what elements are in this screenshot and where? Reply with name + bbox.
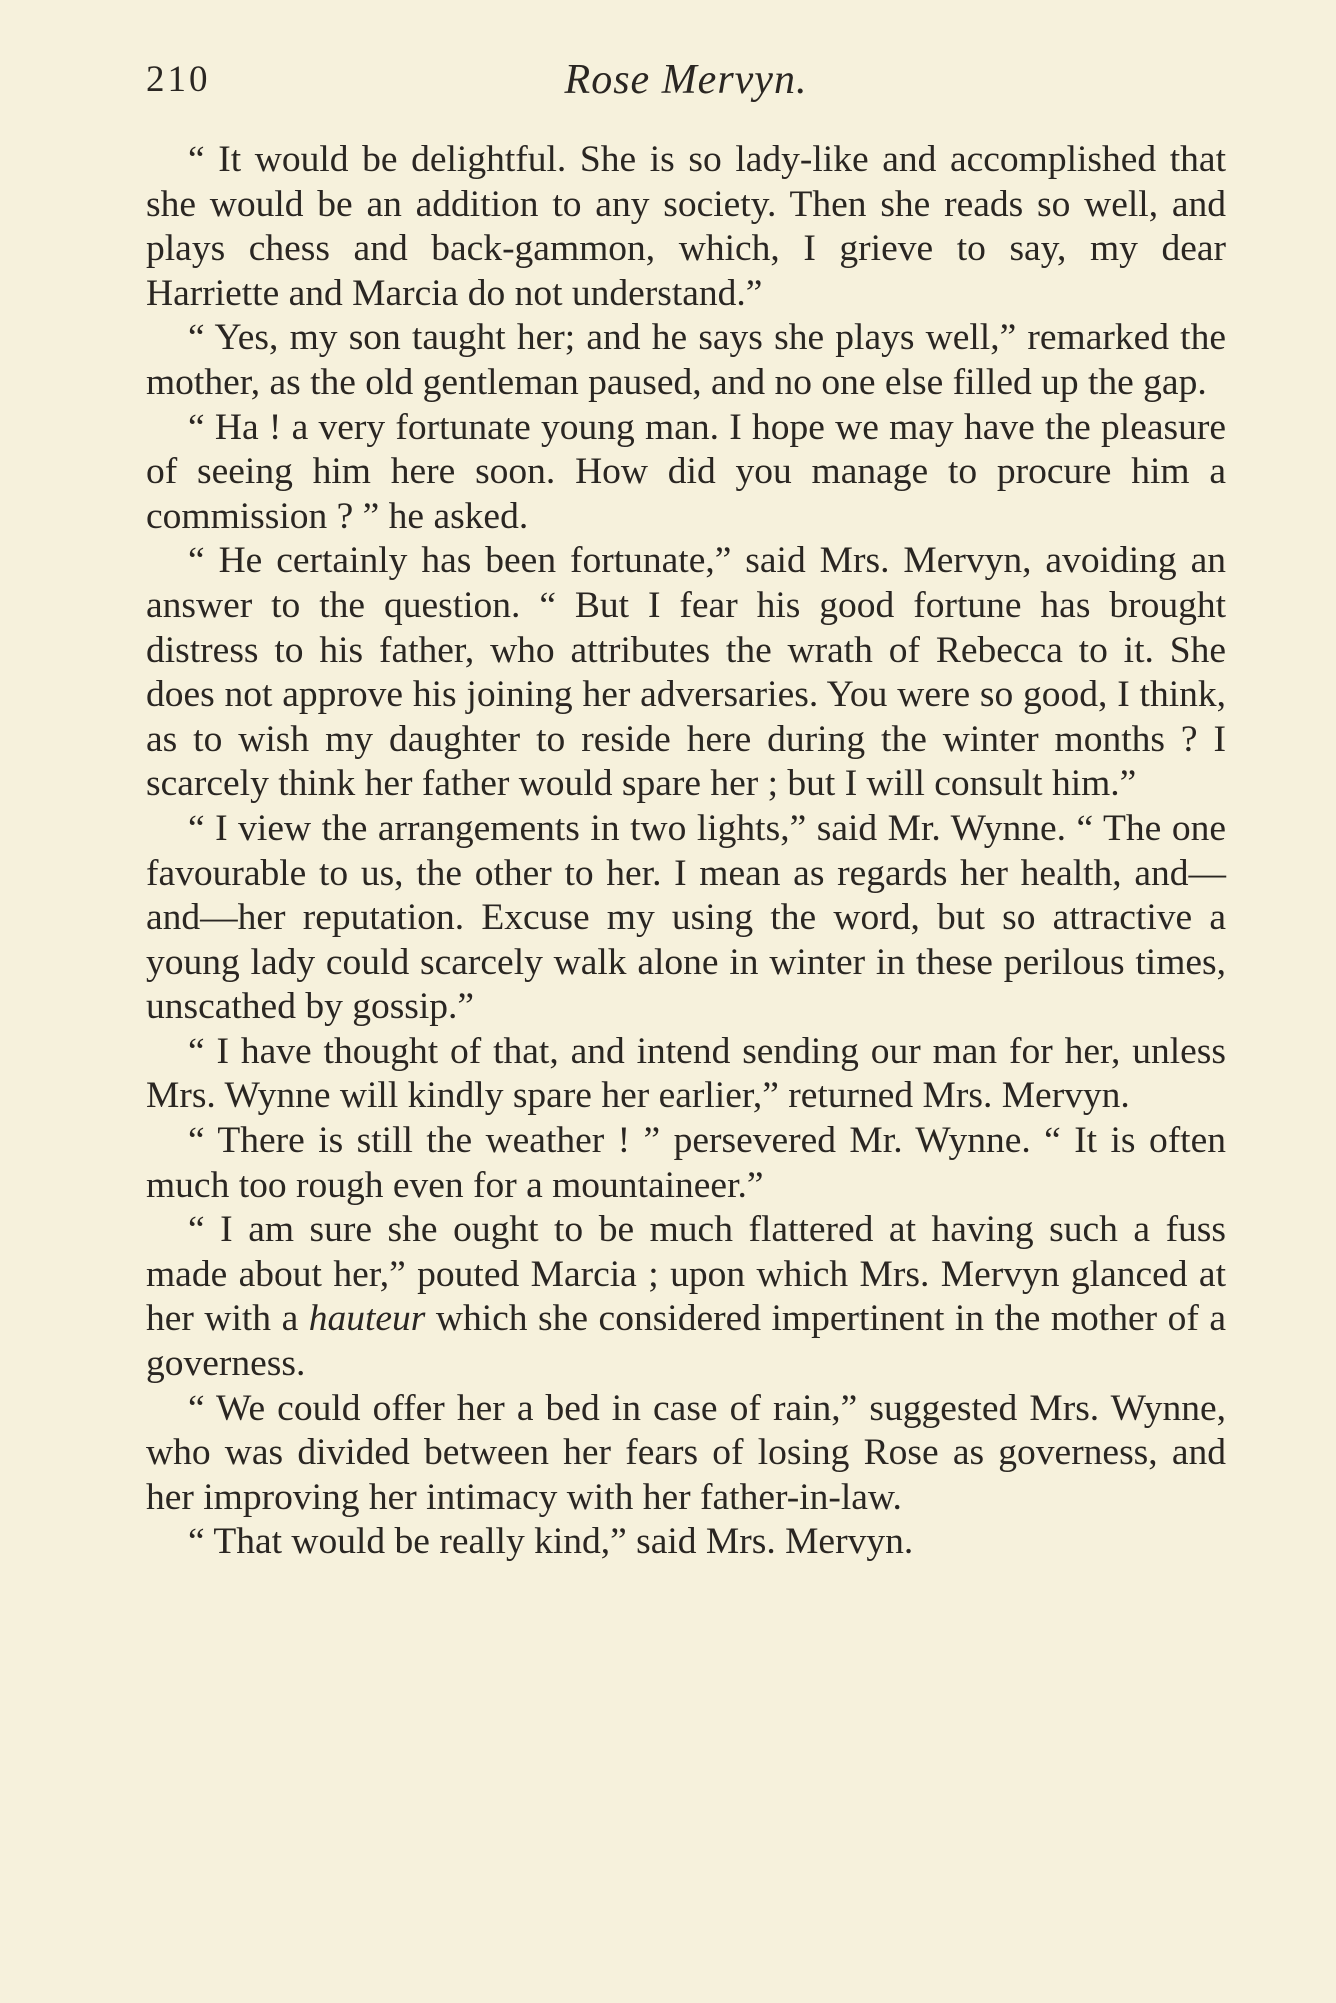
body-text bbox=[146, 138, 1226, 1565]
running-title: Rose Mervyn. bbox=[564, 57, 808, 103]
paragraph: “ We could offer her a bed in case of rain,” suggested Mrs. Wynne, who was divided between her fears of losing Rose as governess, and her improving her intimacy with her father-in-law. bbox=[146, 1387, 1226, 1518]
paragraph: “ There is still the weather ! ” persevered Mr. Wynne. “ It is often much too rough even for a mountaineer.” bbox=[146, 1120, 1226, 1206]
italic-word: hauteur bbox=[308, 1298, 426, 1340]
paragraph: “ Ha ! a very fortunate young man. I hope we may have the pleasure of seeing him here soon. How did you manage to procure him a commission ? ” he asked. bbox=[146, 406, 1226, 537]
paragraph: “ He certainly has been fortunate,” said Mrs. Mervyn, avoiding an answer to the question. “ But I fear his good fortune has brought distress to his father, who attributes the wrath of Rebecca to it. She does not approve his joining her adversaries. You were so good, I think, as to wish my daughter to reside here during the winter months ? I scarcely think her father would spare her ; but I will consult him.” bbox=[146, 540, 1226, 805]
paragraph-text-before: “ I am sure she ought to be much flattered at having such a fuss made about her,” pouted Marcia ; upon which Mrs. Mervyn glanced at her with a bbox=[146, 1209, 1226, 1340]
paragraph bbox=[146, 1208, 1226, 1386]
paragraph: “ I have thought of that, and intend sending our man for her, unless Mrs. Wynne will kindly spare her earlier,” returned Mrs. Mervyn. bbox=[146, 1030, 1226, 1117]
page-header bbox=[146, 52, 1226, 108]
paragraph: “ It would be delightful. She is so lady-like and accomplished that she would be an addition to any society. Then she reads so well, and plays chess and back-gammon, which, I grieve to say, my dear Harriette and Marcia do not understand.” bbox=[146, 139, 1226, 314]
paragraph: “ I view the arrangements in two lights,” said Mr. Wynne. “ The one favourable to us, the other to her. I mean as regards her health, and—and—her reputation. Excuse my using the word, but so attractive a young lady could scarcely walk alone in winter in these perilous times, unscathed by gossip.” bbox=[146, 807, 1226, 1028]
paragraph: “ That would be really kind,” said Mrs. Mervyn. bbox=[188, 1521, 914, 1563]
page-number: 210 bbox=[146, 59, 211, 100]
paragraph: “ Yes, my son taught her; and he says she plays well,” remarked the mother, as the old gentleman paused, and no one else filled up the gap. bbox=[146, 317, 1226, 403]
paragraph-text-after: which she considered impertinent in the mother of a governess. bbox=[146, 1298, 1226, 1385]
